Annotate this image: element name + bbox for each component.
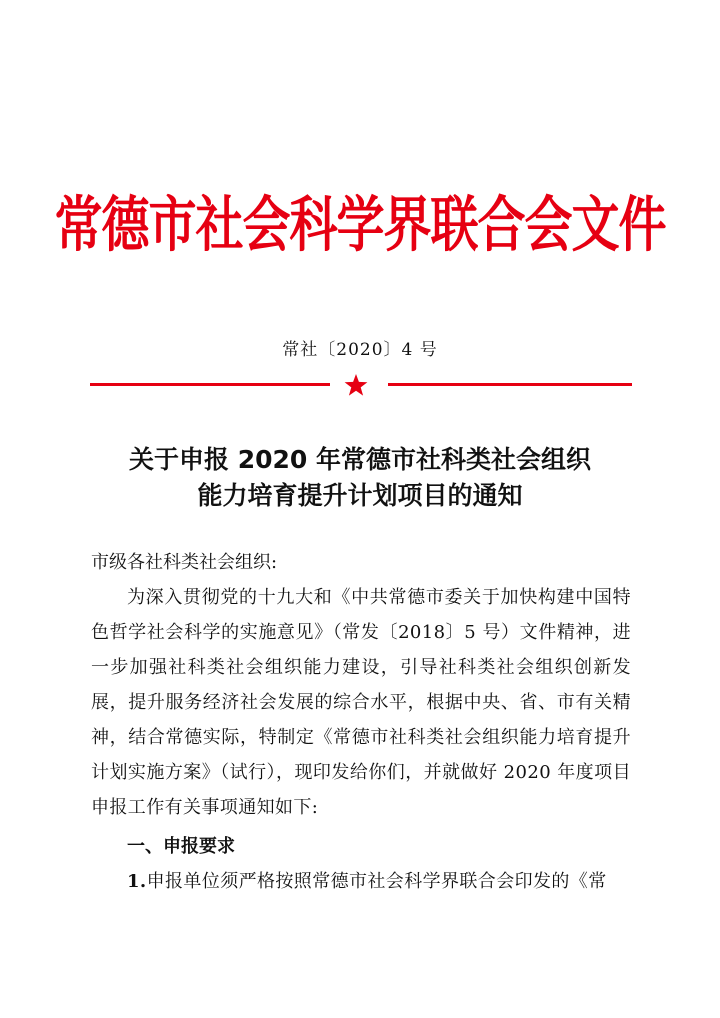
divider-line-right bbox=[388, 383, 632, 386]
list-item-text: 申报单位须严格按照常德市社会科学界联合会印发的《常 bbox=[146, 871, 607, 892]
document-number: 常社〔2020〕4 号 bbox=[282, 340, 438, 360]
notice-title bbox=[0, 442, 720, 514]
divider-line-left bbox=[90, 383, 330, 386]
list-item-number: 1. bbox=[127, 871, 147, 892]
body-paragraph: 为深入贯彻党的十九大和《中共常德市委关于加快构建中国特色哲学社会科学的实施意见》（常发〔2018〕5 号）文件精神，进一步加强社科类社会组织能力建设，引导社科类社会组织创新发展，提升服务经济社会发展的综合水平，根据中央、省、市有关精神，结合常德实际，特制定《常德市社科类社会组织能力培育提升计划实施方案》（试行），现印发给你们，并就做好 2020 年度项目申报工作有关事项通知如下: bbox=[91, 587, 631, 818]
document-header-title: 常德市社会科学界联合会文件 bbox=[54, 190, 666, 261]
salutation: 市级各社科类社会组织: bbox=[91, 552, 278, 573]
star-icon bbox=[344, 373, 368, 397]
list-item bbox=[91, 864, 631, 899]
notice-title-line-2: 能力培育提升计划项目的通知 bbox=[197, 481, 523, 510]
red-divider bbox=[90, 380, 632, 404]
notice-title-line-1: 关于申报 2020 年常德市社科类社会组织 bbox=[129, 445, 591, 474]
section-heading: 一、申报要求 bbox=[127, 836, 235, 857]
